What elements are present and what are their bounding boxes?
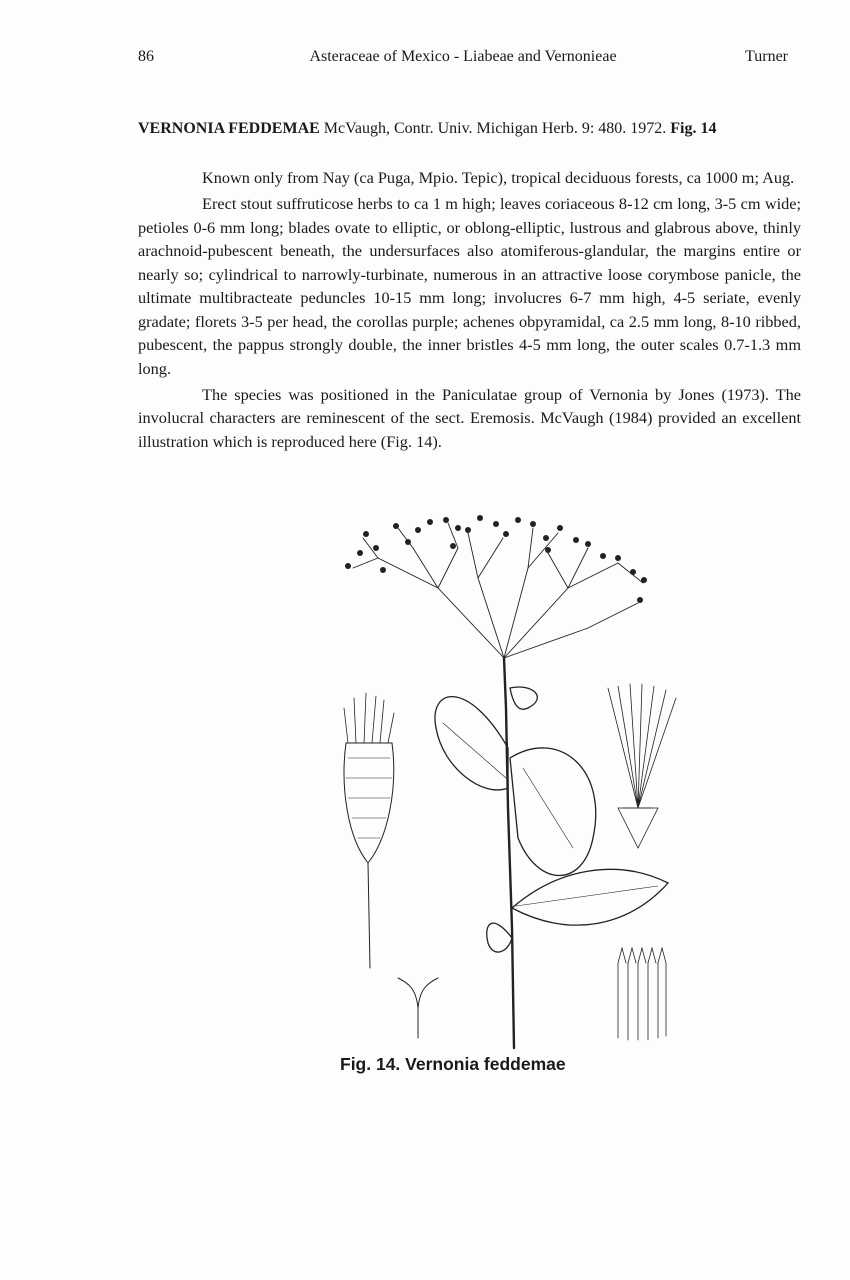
plant-stem <box>504 658 514 1048</box>
running-title: Asteraceae of Mexico - Liabeae and Vernonieae <box>309 48 617 65</box>
body-text <box>138 166 801 456</box>
flower-heads <box>345 515 647 603</box>
author-name: Turner <box>745 48 788 65</box>
page-number: 86 <box>138 48 154 65</box>
achene-detail <box>608 684 676 848</box>
species-citation: McVaugh, Contr. Univ. Michigan Herb. 9: 480. 1972. <box>323 120 667 137</box>
paragraph-distribution: Known only from Nay (ca Puga, Mpio. Tepic), tropical deciduous forests, ca 1000 m; Aug. <box>202 168 795 187</box>
running-header <box>138 48 788 72</box>
corymbose-panicle <box>353 523 643 658</box>
involucre-detail <box>344 693 394 968</box>
pappus-scales-detail <box>618 948 666 1040</box>
species-name: VERNONIA FEDDEMAE <box>138 120 320 137</box>
bract-detail <box>398 978 438 1038</box>
figure-reference: Fig. 14 <box>670 120 717 137</box>
botanical-illustration <box>318 508 718 1068</box>
paragraph-remarks: The species was positioned in the Paniculatae group of Vernonia by Jones (1973). The involucral characters are reminescent of the sect. Eremosis. McVaugh (1984) provided an excellent illustration which is reproduced here (Fig. 14). <box>138 384 801 451</box>
paragraph-description: Erect stout suffruticose herbs to ca 1 m high; leaves coriaceous 8-12 cm long, 3-5 cm wide; petioles 0-6 mm long; blades ovate to elliptic, or oblong-elliptic, lustrous and glabrous above, thinly arachnoid-pubescent beneath, the undersurfaces also atomiferous-glandular, the margins entire or nearly so; cylindrical to narrowly-turbinate, numerous in an attractive loose corymbose panicle, the ultimate multibracteate peduncles 10-15 mm long; involucres 6-7 mm high, 4-5 seriate, evenly gradate; florets 3-5 per head, the corollas purple; achenes obpyramidal, ca 2.5 mm long, 8-10 ribbed, pubescent, the pappus strongly double, the inner bristles 4-5 mm long, the outer scales 0.7-1.3 mm long. <box>138 194 801 378</box>
figure-caption: Fig. 14. Vernonia feddemae <box>340 1054 566 1074</box>
species-heading <box>138 120 798 138</box>
